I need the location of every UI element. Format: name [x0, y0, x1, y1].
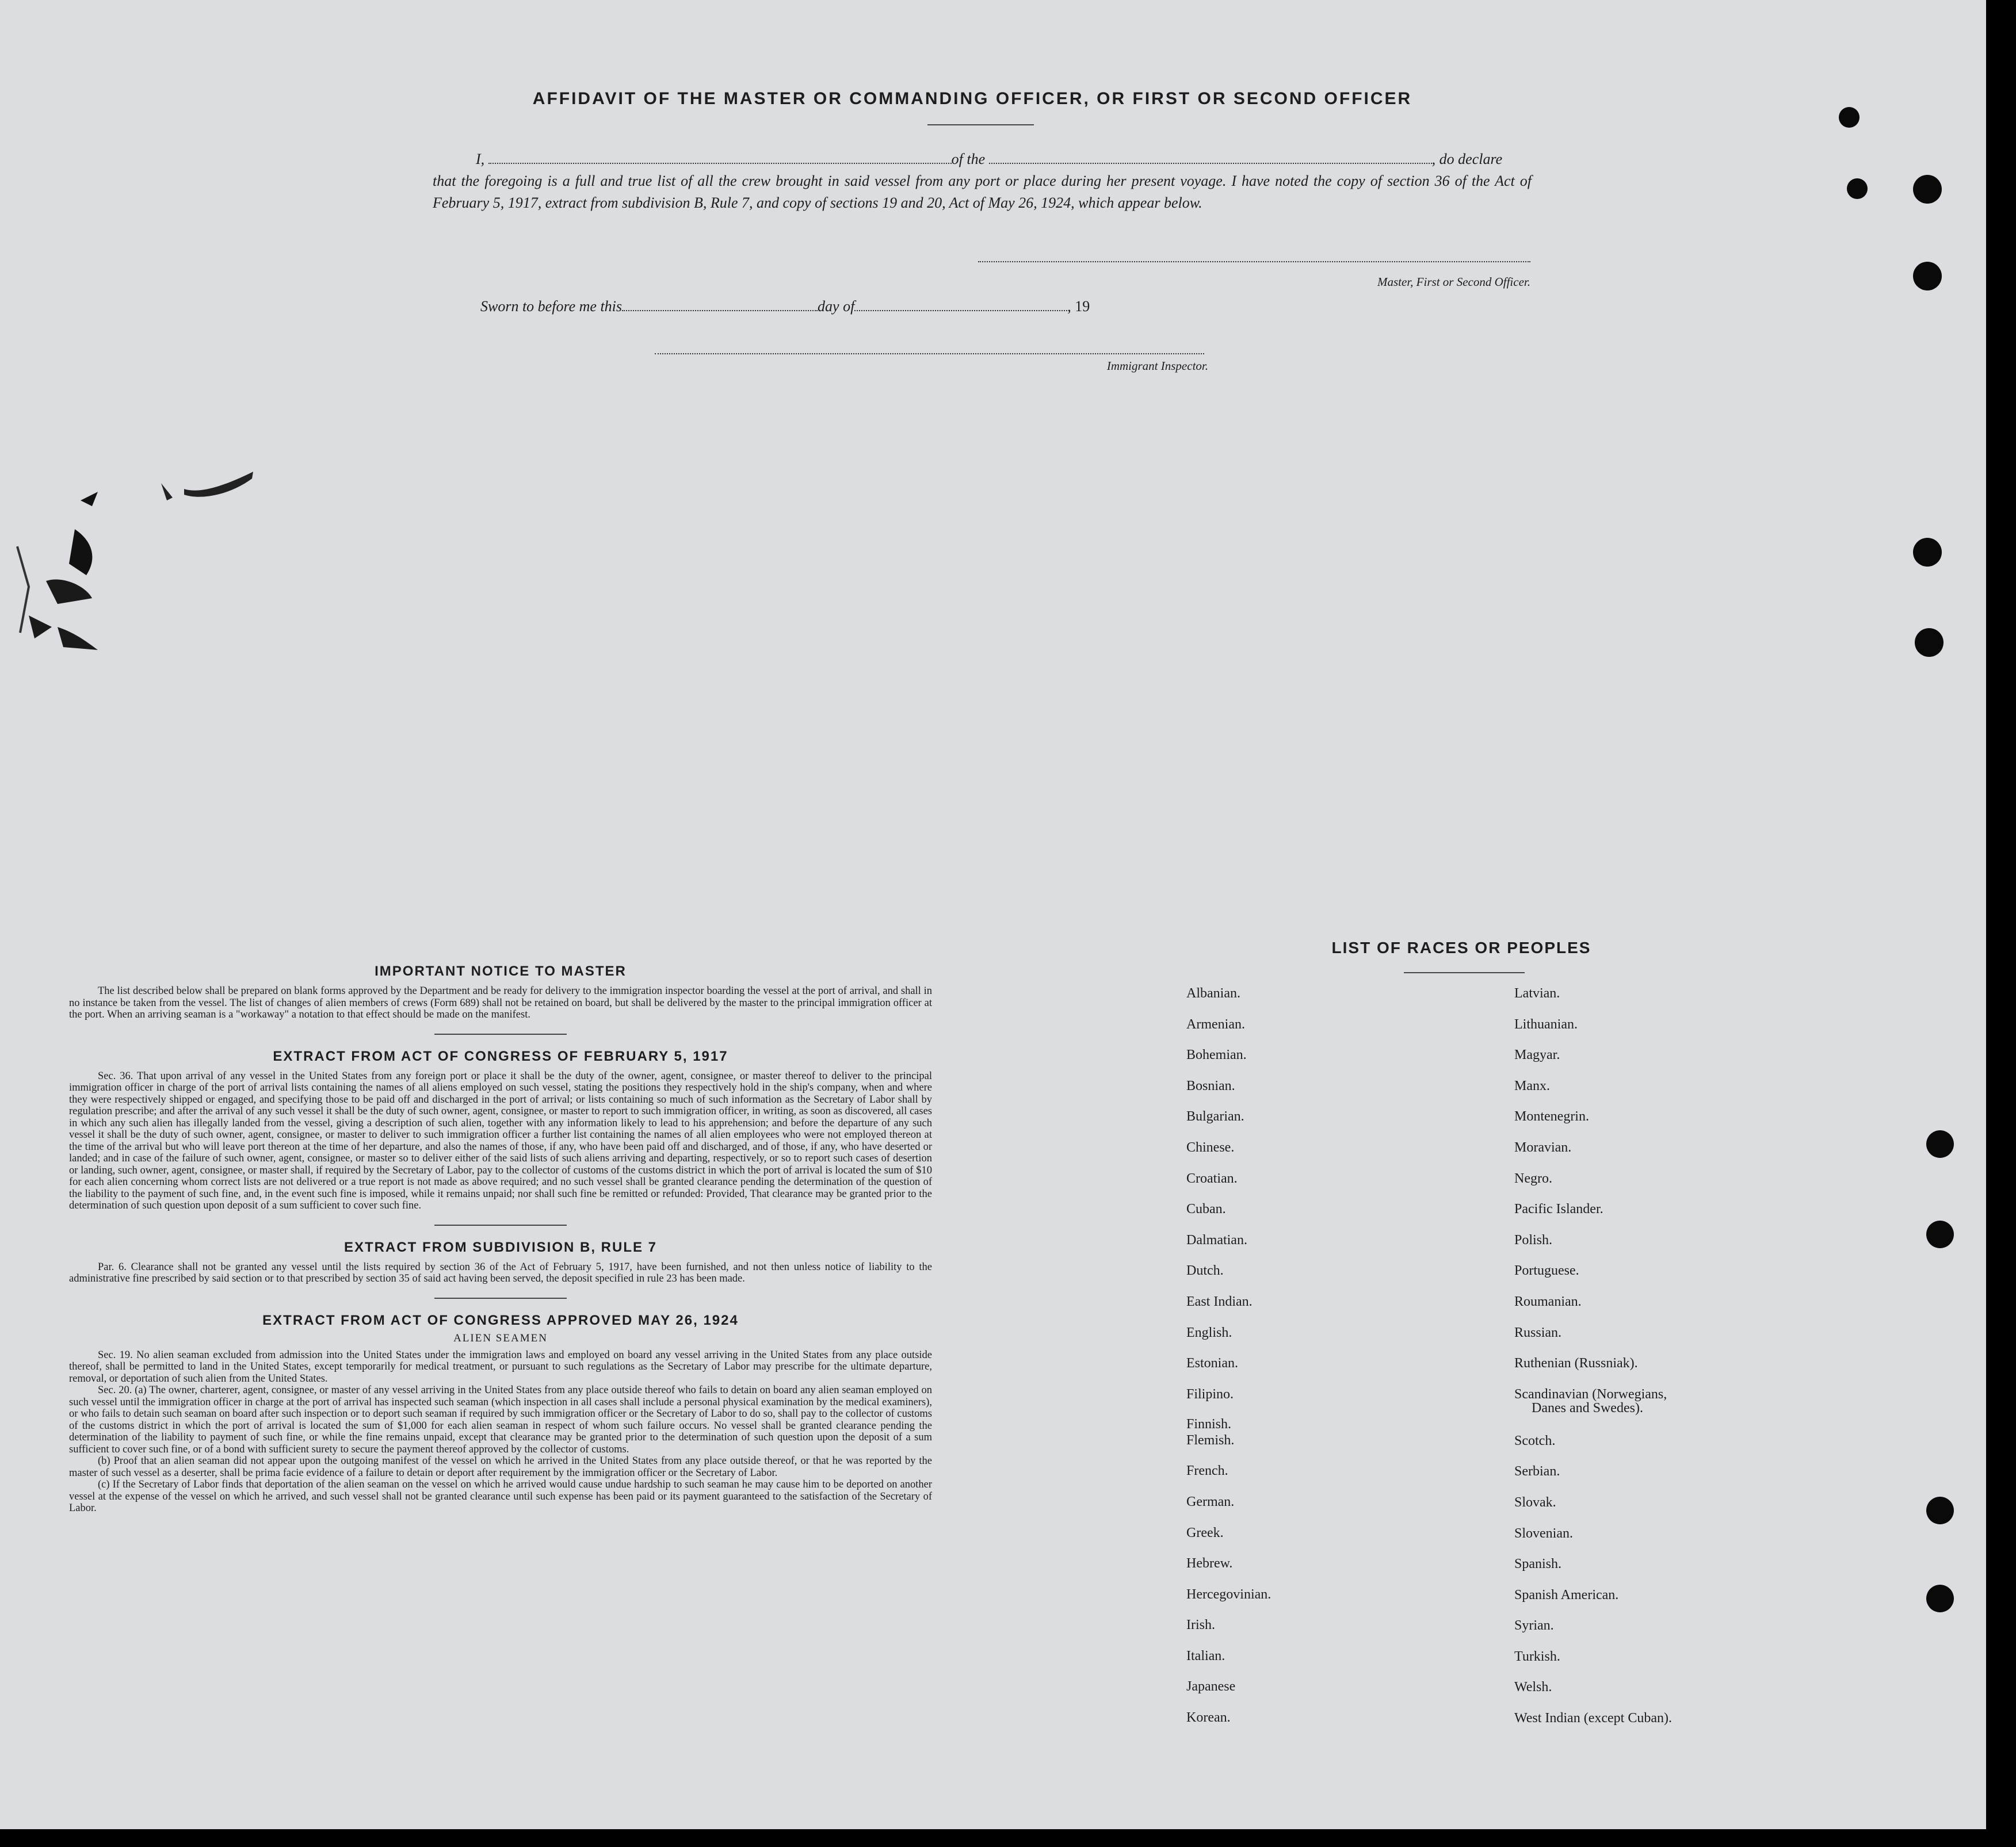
race-item: Italian. [1186, 1648, 1225, 1664]
race-item: Greek. [1186, 1525, 1224, 1540]
race-item: Cuban. [1186, 1202, 1226, 1217]
race-item: Korean. [1186, 1710, 1231, 1726]
races-right-column [1514, 985, 1813, 1741]
race-item: Spanish American. [1514, 1587, 1619, 1603]
race-item: Moravian. [1514, 1139, 1572, 1155]
section-divider [434, 1298, 567, 1299]
race-item: Bohemian. [1186, 1047, 1247, 1063]
race-item: Magyar. [1514, 1047, 1560, 1063]
race-item: Russian. [1514, 1325, 1562, 1340]
race-item: Dutch. [1186, 1263, 1224, 1279]
binder-hole-icon [1913, 175, 1942, 204]
extract-1924-title: EXTRACT FROM ACT OF CONGRESS APPROVED MAY 26, 1924 [262, 1312, 739, 1328]
sec-19-paragraph: Sec. 19. No alien seaman excluded from admission into the United States under the immigration laws and employed on board any vessel arriving in the United States from any place outside thereof, shall be permitted to land in the United States, except temporarily for medical treatment, or pursuant to such regulations as the Secretary of Labor may prescribe for the ultimate departure, removal, or deportation of such alien from the United States. [69, 1349, 932, 1385]
affidavit-title: AFFIDAVIT OF THE MASTER OR COMMANDING OFFICER, OR FIRST OR SECOND OFFICER [532, 89, 1412, 108]
race-item: Montenegrin. [1514, 1109, 1589, 1125]
section-divider [434, 1034, 567, 1035]
extract-1924-text [69, 1349, 932, 1515]
of-the-label: of the [951, 151, 986, 167]
races-left-column [1186, 985, 1486, 1740]
notice-title: IMPORTANT NOTICE TO MASTER [375, 963, 627, 979]
binder-hole-icon [1915, 628, 1944, 657]
race-item: Hercegovinian. [1186, 1586, 1272, 1602]
race-item: Armenian. [1186, 1016, 1245, 1032]
binder-hole-icon [1913, 538, 1942, 567]
race-item: Ruthenian (Russniak). [1514, 1356, 1638, 1371]
races-underline [1404, 972, 1525, 973]
year-label: , 19 [1067, 298, 1090, 315]
race-item: French. [1186, 1463, 1228, 1479]
sec-20a-paragraph: Sec. 20. (a) The owner, charterer, agent, consignee, or master of any vessel arriving in the United States from any place outside thereof who fails to detain on board any alien seaman employed on such vessel until the immigration officer in charge at the port of arrival has inspected such seaman (which inspection in all cases shall include a personal physical examination by the medical examiners), or who fails to detain such seaman on board after such inspection or to deport such seaman if required by such immigration officer or the Secretary of Labor to do so, shall pay to the collector of customs of the customs district in which the port of arrival is located the sum of $1,000 for each alien seaman in respect of whom such failure occurs. No vessel shall be granted clearance pending the determination of the liability to payment of such fine, or while the fine remains unpaid, except that clearance may be granted prior to the determination of such question upon the deposit of a sum sufficient to cover such fine, or of a bond with sufficient surety to secure the payment thereof approved by the collector of customs. [69, 1385, 932, 1455]
race-item: Manx. [1514, 1078, 1550, 1093]
extract-rule7-text [69, 1261, 932, 1285]
binder-hole-icon [1926, 1130, 1954, 1158]
race-item: Welsh. [1514, 1680, 1552, 1695]
race-item: Turkish. [1514, 1649, 1560, 1664]
race-item: Pacific Islander. [1514, 1202, 1603, 1217]
notice-block [69, 963, 932, 1515]
sworn-day-field[interactable] [622, 300, 818, 311]
sworn-month-field[interactable] [854, 300, 1067, 311]
race-item: Portuguese. [1514, 1263, 1579, 1279]
binder-hole-icon [1926, 1497, 1954, 1524]
master-signature-caption: Master, First or Second Officer. [1377, 275, 1530, 289]
ink-smudge-mark [12, 443, 265, 656]
master-signature-line[interactable] [978, 261, 1530, 262]
i-label: I, [476, 151, 485, 167]
sec-36-paragraph: Sec. 36. That upon arrival of any vessel in the United States from any foreign port or place it shall be the duty of the owner, agent, consignee, or master thereof to deliver to the principal immigration officer in charge of the port of arrival lists containing the names of all aliens employed on such vessel, stating the positions they respectively hold in the ship's company, when and where they were respectively shipped or engaged, and specifying those to be paid off and discharged in the port of arrival; or lists containing so much of such information as the Secretary of Labor shall by regulation prescribe; and after the arrival of any such vessel it shall be the duty of such owner, agent, consignee, or master to report to such immigration officer, in writing, as soon as discovered, all cases in which any such alien has illegally landed from the vessel, giving a description of such alien, together with any information likely to lead to his apprehension; and before the departure of any such vessel it shall be the duty of such owner, agent, consignee, or master to deliver to such immigration officer a further list containing the names of all alien employees who were not employed thereon at the time of the arrival but who will leave port thereon at the time of her departure, and also the names of those, if any, who have been paid off and discharged, and of those, if any, who have deserted or landed; and in case of the failure of such owner, agent, consignee, or master so to deliver either of the said lists of such aliens arriving and departing, respectively, or so to report such cases of desertion or landing, such owner, agent, consignee, or master shall, if required by the Secretary of Labor, pay to the collector of customs of the customs district in which the port of arrival is located the sum of $10 for each alien concerning whom correct lists are not delivered or a true report is not made as above required; and no such vessel shall be granted clearance pending the determination of the question of the liability to the payment of such fine, and, in the event such fine is imposed, while it remains unpaid; nor shall such fine be remitted or refunded: Provided, That clearance may be granted prior to the determination of such question upon deposit of a sum sufficient to cover such fine. [69, 1070, 932, 1211]
section-divider [434, 1225, 567, 1226]
race-item: Roumanian. [1514, 1294, 1582, 1309]
affidavit-declaration [433, 148, 1532, 214]
race-item: Spanish. [1514, 1557, 1562, 1572]
sec-20b-paragraph: (b) Proof that an alien seaman did not appear upon the outgoing manifest of the vessel on which he arrived in the United States from any place outside thereof, or that he was reported by the master of such vessel as a deserter, shall be prima facie evidence of a failure to detain or deport after requirement by the immigration officer or the Secretary of Labor. [69, 1455, 932, 1479]
race-item: Hebrew. [1186, 1556, 1233, 1571]
race-item: Latvian. [1514, 986, 1560, 1001]
race-item: Irish. [1186, 1617, 1215, 1633]
races-title: LIST OF RACES OR PEOPLES [1331, 939, 1591, 957]
race-item: Slovenian. [1514, 1525, 1573, 1541]
day-of-label: day of [818, 298, 855, 315]
race-item: Chinese. [1186, 1139, 1235, 1155]
binder-hole-icon [1913, 262, 1942, 290]
binder-hole-icon [1926, 1221, 1954, 1248]
name-field[interactable] [488, 151, 952, 164]
race-item: Filipino. [1186, 1386, 1234, 1402]
race-item: Estonian. [1186, 1356, 1238, 1371]
race-item: Polish. [1514, 1232, 1553, 1248]
race-item: Negro. [1514, 1171, 1552, 1186]
binder-hole-icon [1847, 178, 1868, 199]
race-item: German. [1186, 1494, 1235, 1509]
sworn-label: Sworn to before me this [480, 298, 623, 315]
notice-text [69, 985, 932, 1021]
par-6-paragraph: Par. 6. Clearance shall not be granted any vessel until the lists required by section 36 of the Act of February 5, 1917, have been furnished, and not then unless notice of liability to the administrative fine prescribed by said section or to that prescribed by section 35 of said act having been served, the deposit specified in rule 23 has been made. [69, 1261, 932, 1284]
extract-1917-title: EXTRACT FROM ACT OF CONGRESS OF FEBRUARY 5, 1917 [273, 1048, 728, 1064]
race-item: Scandinavian (Norwegians, [1514, 1386, 1667, 1402]
declaration-text: that the foregoing is a full and true list of all the crew brought in said vessel from any port or place during her present voyage. I have noted the copy of section 36 of the Act of February 5, 1917, extract from subdivision B, Rule 7, and copy of sections 19 and 20, Act of May 26, 1924, which appear below. [433, 173, 1532, 211]
race-item: Bulgarian. [1186, 1109, 1244, 1125]
extract-rule7-title: EXTRACT FROM SUBDIVISION B, RULE 7 [343, 1239, 658, 1255]
alien-seamen-subtitle: ALIEN SEAMEN [453, 1332, 548, 1344]
race-item: Lithuanian. [1514, 1016, 1578, 1032]
inspector-caption: Immigrant Inspector. [1106, 359, 1208, 373]
race-item: Croatian. [1186, 1171, 1238, 1186]
race-item: Syrian. [1514, 1618, 1554, 1634]
binder-hole-icon [1926, 1585, 1954, 1612]
title-underline [927, 124, 1034, 125]
race-item: Albanian. [1186, 986, 1240, 1001]
race-item: Serbian. [1514, 1464, 1560, 1479]
extract-1917-text [69, 1070, 932, 1212]
race-item: Scotch. [1514, 1433, 1556, 1448]
notice-paragraph: The list described below shall be prepared on blank forms approved by the Department and be ready for delivery to the immigration inspector boarding the vessel at the port of arrival, and shall in no instance be taken from the vessel. The list of changes of alien members of crews (Form 689) shall not be retained on board, but shall be delivered by the master to the principal immigration officer at the port. When an arriving seaman is a "workaway" a notation to that effect should be made on the manifest. [69, 985, 932, 1020]
race-item: Slovak. [1514, 1494, 1556, 1510]
race-item: Japanese [1186, 1679, 1236, 1695]
binder-hole-icon [1839, 107, 1860, 128]
sec-20c-paragraph: (c) If the Secretary of Labor finds that deportation of the alien seaman on the vessel on which he arrived would cause undue hardship to such seaman he may cause him to be deported on another vessel at the expense of the vessel on which he arrived, and such vessel shall not be granted clearance until such expense has been paid or its payment guaranteed to the satisfaction of the Secretary of Labor. [69, 1479, 932, 1514]
race-item: East Indian. [1186, 1294, 1253, 1309]
do-declare-label: , do declare [1431, 151, 1503, 167]
race-item: English. [1186, 1325, 1232, 1340]
race-item: Flemish. [1186, 1432, 1235, 1448]
race-item: Dalmatian. [1186, 1232, 1247, 1248]
race-item: Finnish. [1186, 1416, 1232, 1432]
sworn-line [480, 298, 1090, 315]
vessel-field[interactable] [989, 151, 1432, 164]
inspector-signature-line[interactable] [655, 353, 1204, 354]
race-item: West Indian (except Cuban). [1514, 1711, 1672, 1726]
race-item: Bosnian. [1186, 1078, 1235, 1093]
race-item: Danes and Swedes). [1532, 1400, 1643, 1416]
